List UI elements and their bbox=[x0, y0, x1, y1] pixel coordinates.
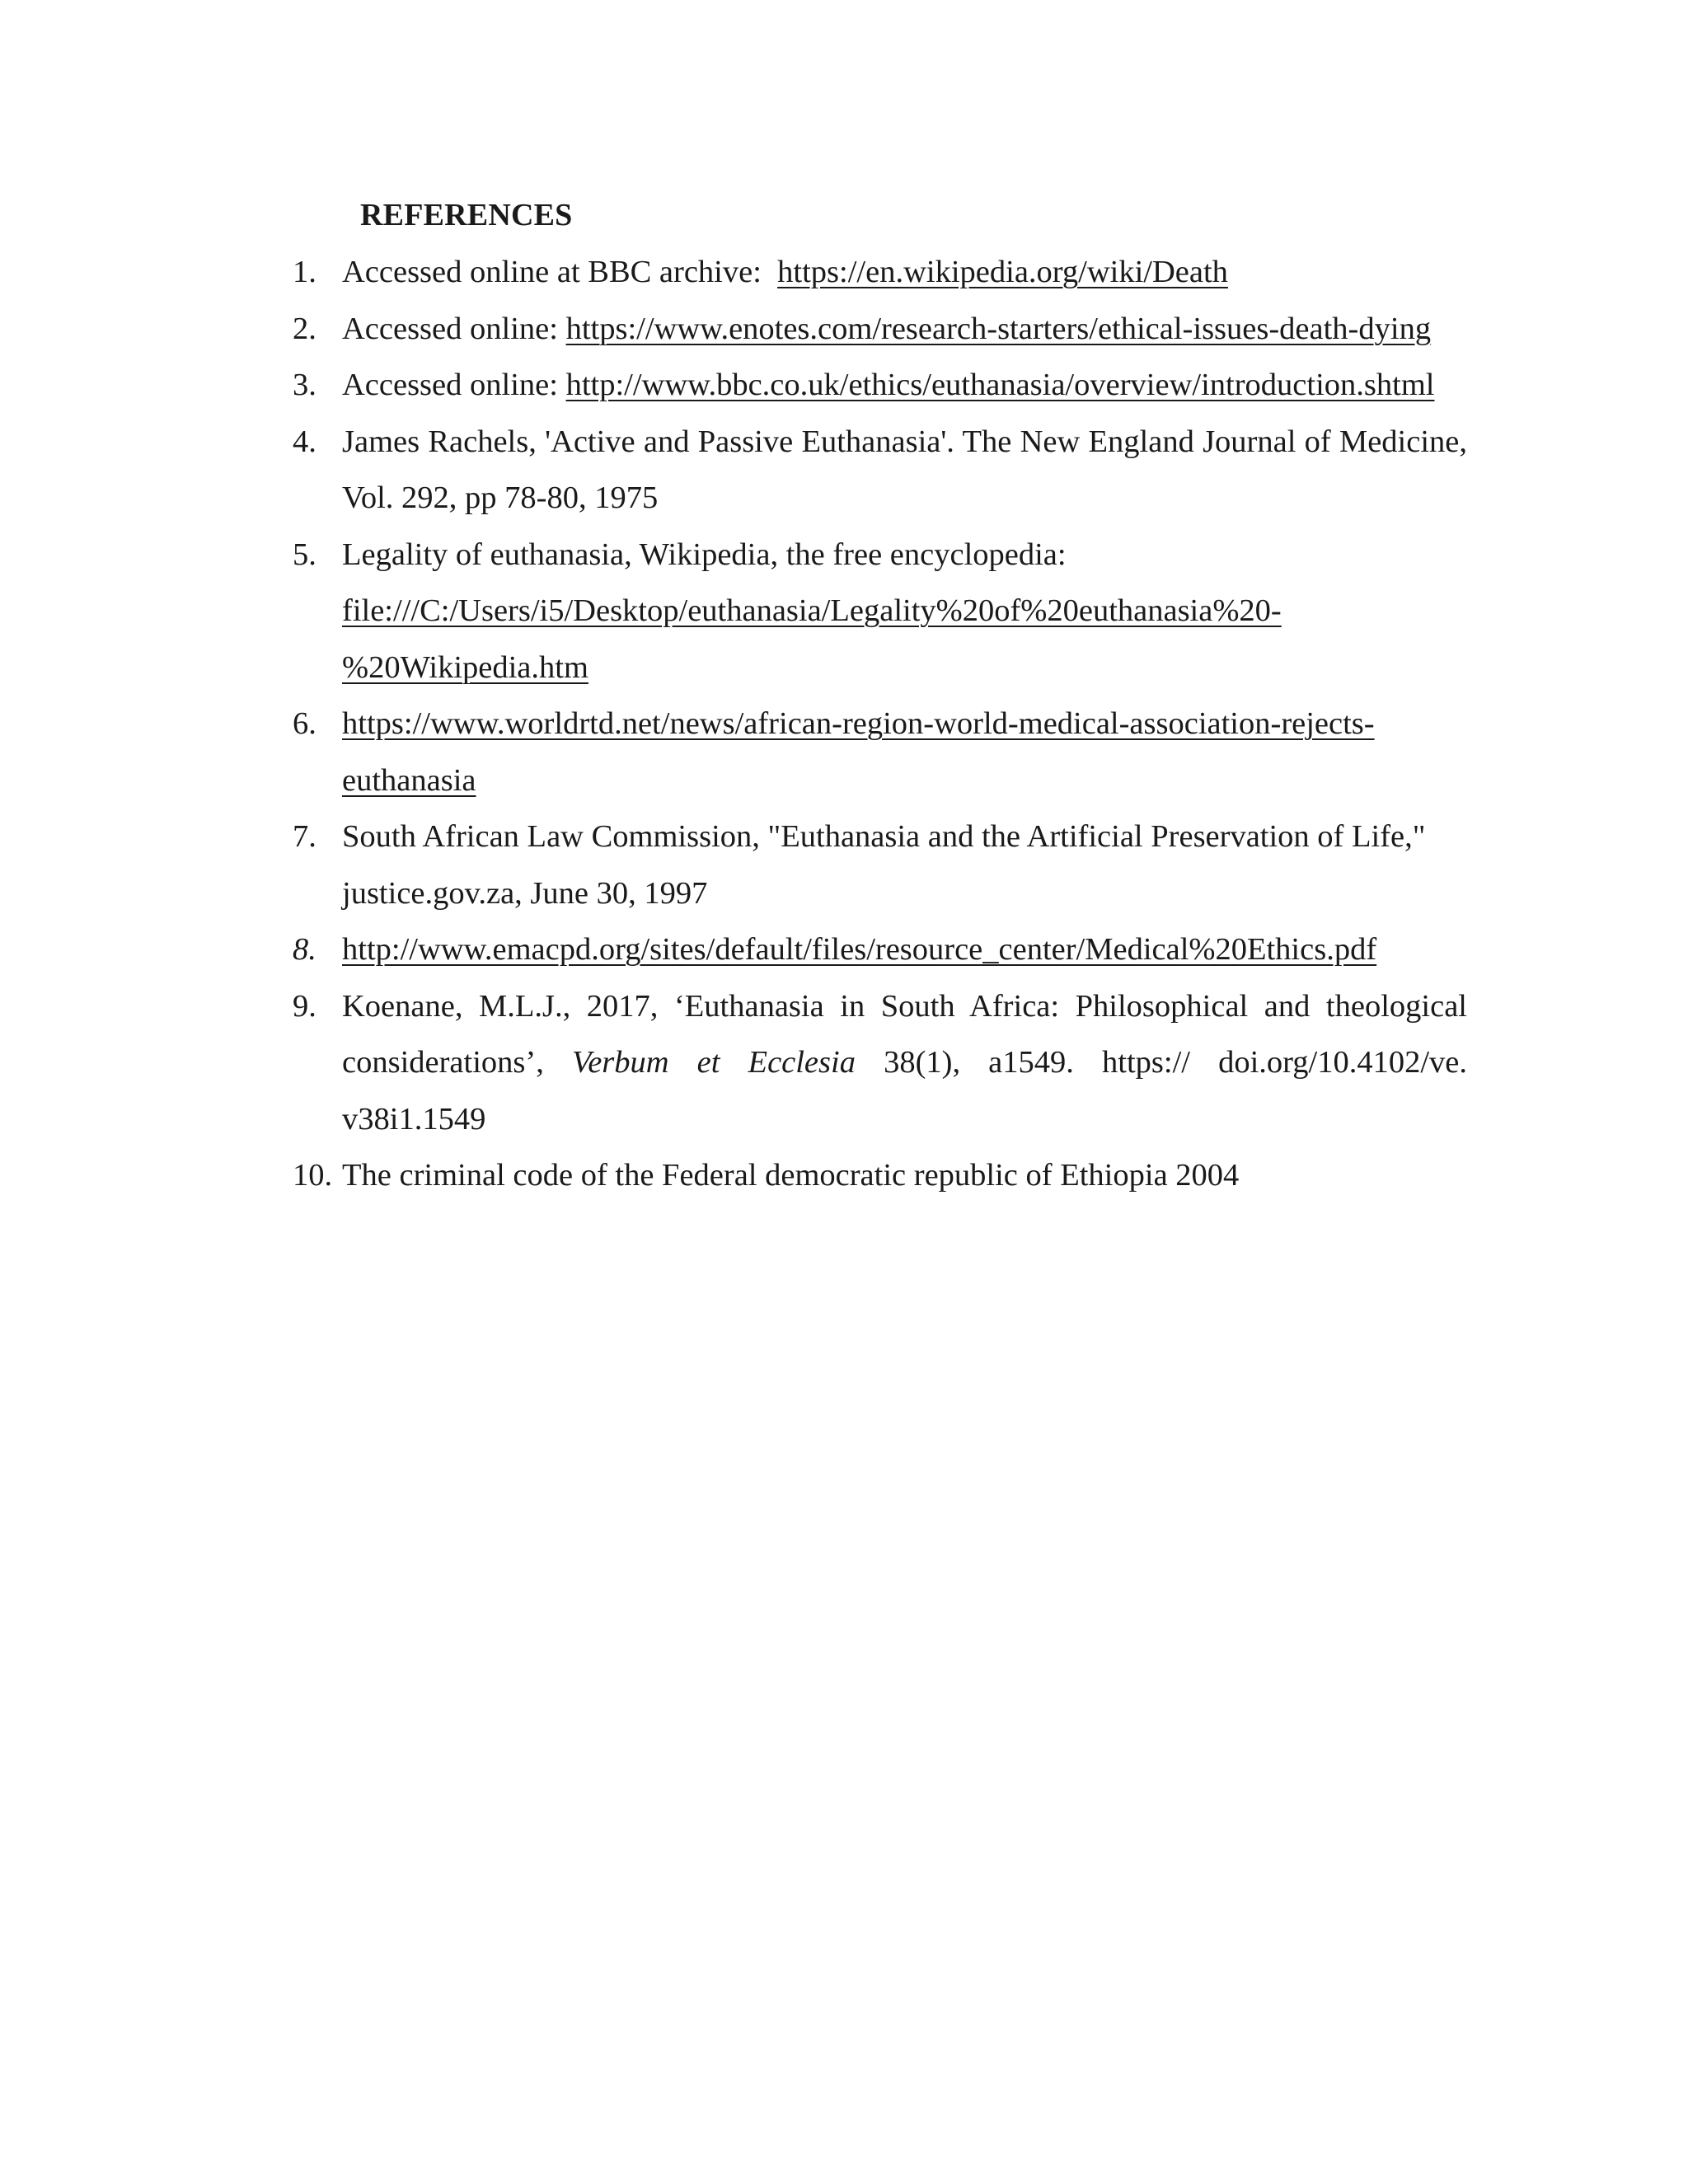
reference-number: 8. bbox=[293, 932, 316, 967]
reference-number: 6. bbox=[293, 706, 316, 741]
reference-item-5 bbox=[293, 527, 1467, 696]
reference-link[interactable]: https://www.enotes.com/research-starters/ethical-issues-death-dying bbox=[565, 311, 1432, 346]
reference-link-continued[interactable]: %20Wikipedia.htm bbox=[342, 649, 588, 685]
reference-item-4 bbox=[293, 414, 1467, 527]
reference-text: Accessed online: bbox=[342, 311, 566, 346]
reference-link[interactable]: http://www.bbc.co.uk/ethics/euthanasia/overview/introduction.shtml bbox=[565, 368, 1435, 402]
reference-number: 1. bbox=[293, 255, 316, 289]
reference-link[interactable]: file:///C:/Users/i5/Desktop/euthanasia/Legality%20of%20euthanasia%20- bbox=[342, 593, 1282, 628]
reference-text: Accessed online: bbox=[342, 368, 566, 402]
reference-number: 2. bbox=[293, 311, 316, 346]
reference-item-7 bbox=[293, 808, 1467, 921]
reference-text: Accessed online at BBC archive: bbox=[342, 255, 778, 289]
reference-text: James Rachels, 'Active and Passive Euthanasia'. The New England Journal of Medicine, Vol. 292, pp 78-80, 1975 bbox=[342, 424, 1467, 515]
reference-number: 5. bbox=[293, 537, 316, 572]
reference-text: The criminal code of the Federal democratic republic of Ethiopia 2004 bbox=[342, 1158, 1240, 1193]
references-heading: REFERENCES bbox=[360, 198, 573, 232]
reference-text-continued: 38(1), a1549. https:// doi.org/10.4102/ve. v38i1.1549 bbox=[342, 1045, 1467, 1137]
reference-number: 4. bbox=[293, 424, 316, 459]
reference-item-10 bbox=[293, 1147, 1467, 1204]
reference-item-9 bbox=[293, 978, 1467, 1148]
reference-item-6 bbox=[293, 696, 1467, 808]
reference-text: Legality of euthanasia, Wikipedia, the free encyclopedia: bbox=[342, 537, 1067, 572]
reference-item-2 bbox=[293, 301, 1467, 358]
reference-number: 9. bbox=[293, 988, 316, 1024]
reference-link[interactable]: http://www.emacpd.org/sites/default/files/resource_center/Medical%20Ethics.pdf bbox=[342, 932, 1377, 967]
reference-item-3 bbox=[293, 357, 1467, 414]
reference-link-continued[interactable]: euthanasia bbox=[342, 762, 476, 798]
reference-number: 3. bbox=[293, 368, 316, 402]
reference-item-8 bbox=[293, 921, 1467, 978]
reference-number: 7. bbox=[293, 819, 316, 854]
journal-title: Verbum et Ecclesia bbox=[571, 1045, 856, 1080]
reference-item-1 bbox=[293, 244, 1467, 301]
reference-link[interactable]: https://www.worldrtd.net/news/african-region-world-medical-association-rejects- bbox=[342, 706, 1375, 741]
references-list bbox=[293, 244, 1467, 1204]
reference-number: 10. bbox=[293, 1158, 333, 1193]
reference-text: South African Law Commission, "Euthanasia and the Artificial Preservation of Life," justice.gov.za, June 30, 1997 bbox=[342, 819, 1426, 911]
reference-text: Koenane, M.L.J., 2017, ‘Euthanasia in South Africa: Philosophical and theological considerations’, bbox=[342, 988, 1467, 1080]
reference-link[interactable]: https://en.wikipedia.org/wiki/Death bbox=[777, 255, 1228, 289]
